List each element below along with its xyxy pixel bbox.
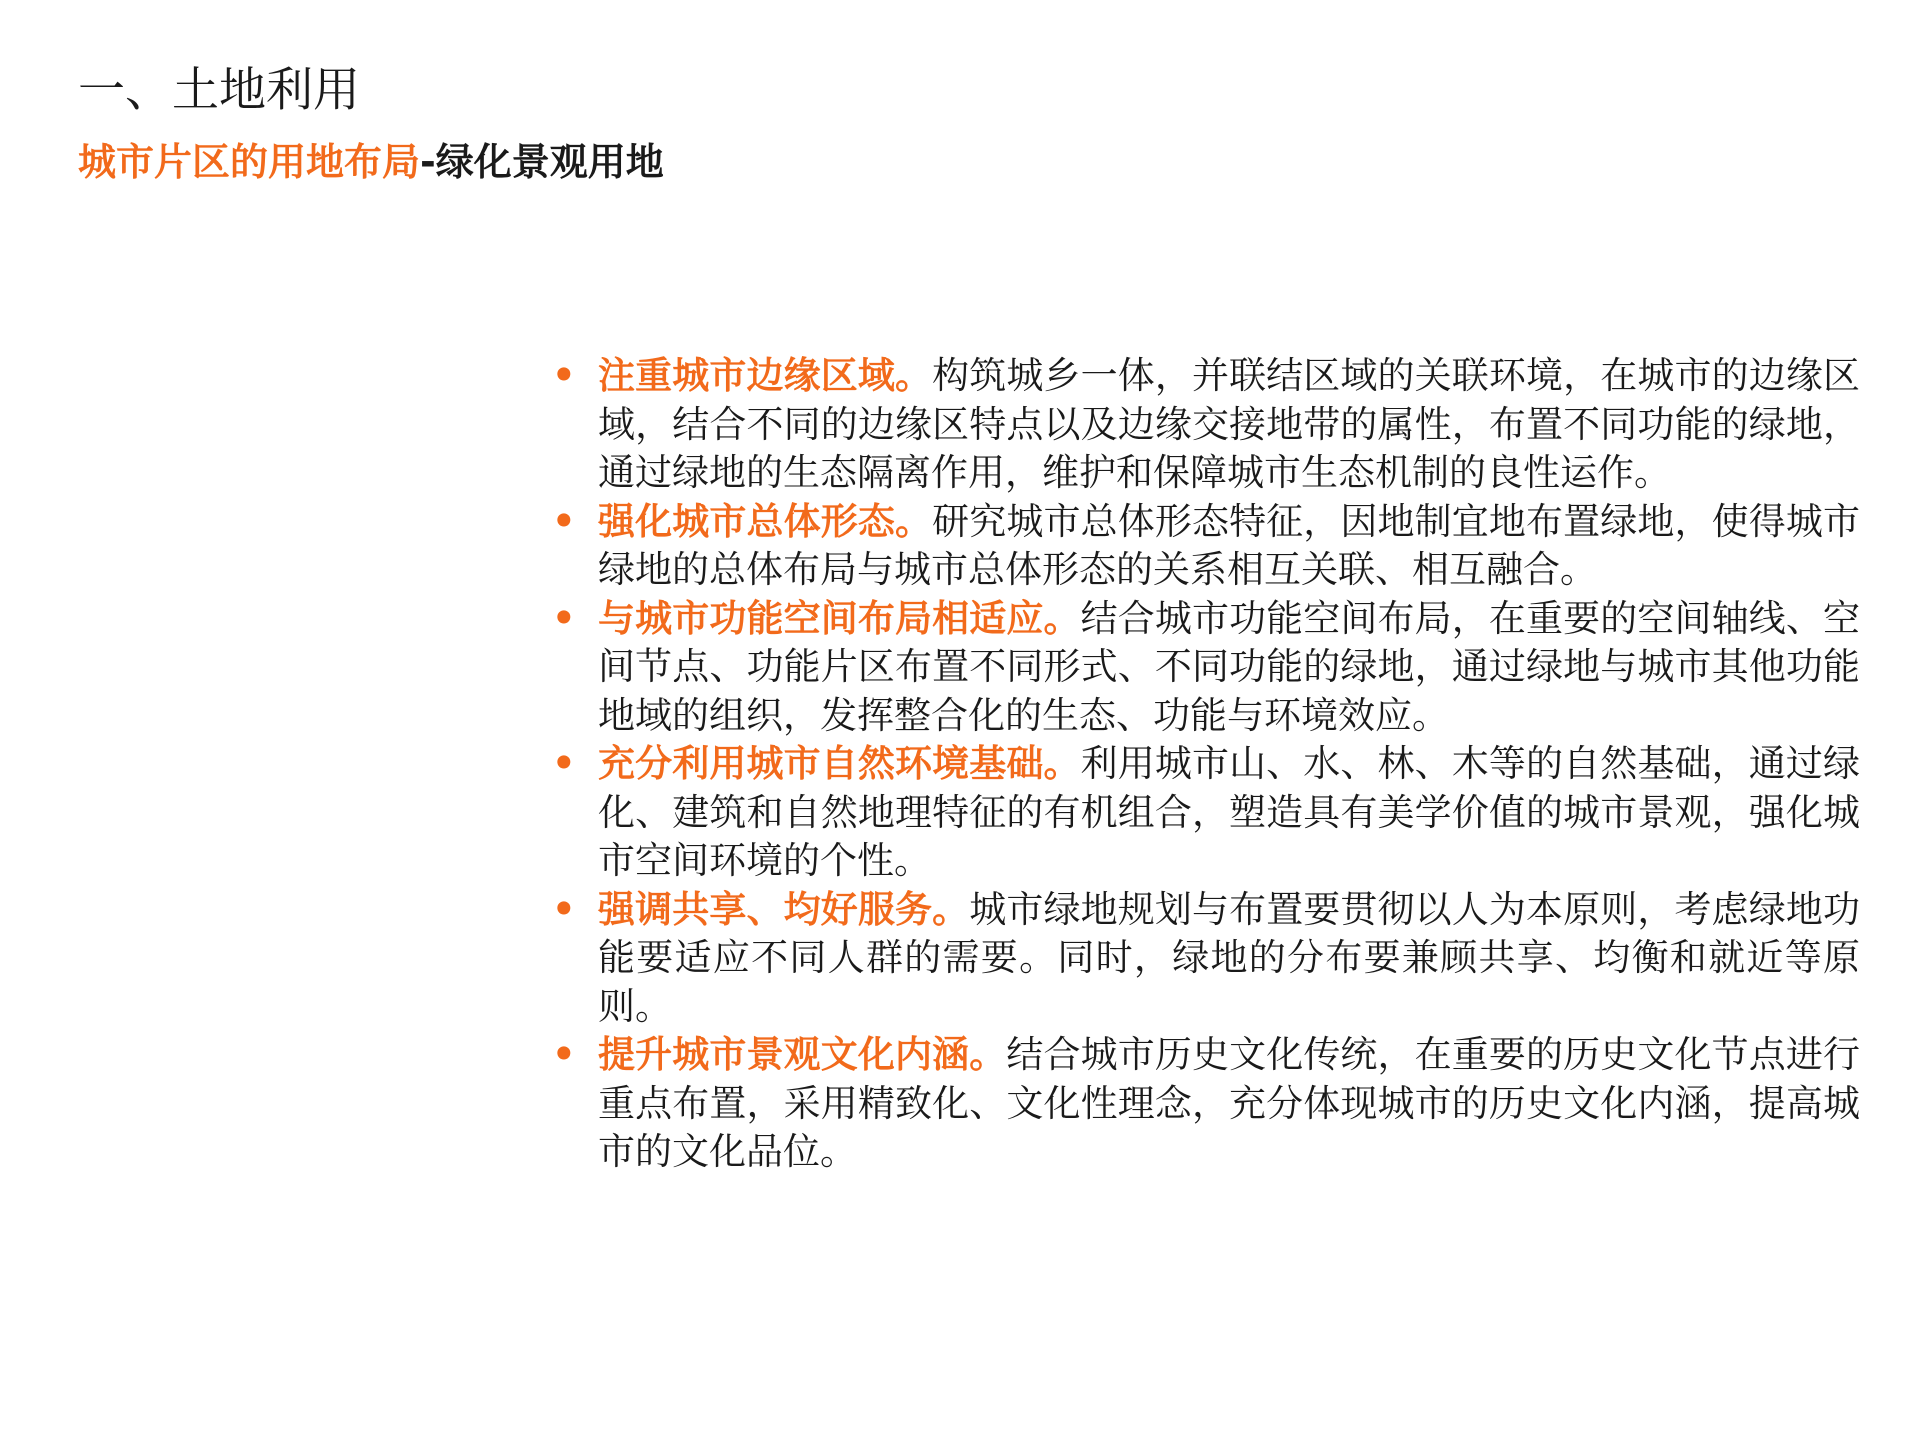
bullet-dot-icon: • <box>552 354 576 397</box>
item-lead: 充分利用城市自然环境基础。 <box>598 742 1081 785</box>
section-title: 一、土地利用 <box>78 63 360 118</box>
item-lead: 与城市功能空间布局相适应。 <box>598 596 1081 640</box>
item-lead: 强调共享、均好服务。 <box>598 887 970 931</box>
bullet-dot-icon: • <box>552 1033 576 1076</box>
item-text: 构筑城乡一体，并联结区域的关联环境，在城市的边缘区域，结合不同的边缘区特点以及边缘交接地带的属性，布置不同功能的绿地，通过绿地的生态隔离作用，维护和保障城市生态机制的良性运作。 <box>598 354 1861 494</box>
item-lead: 提升城市景观文化内涵。 <box>598 1033 1007 1076</box>
bullet-dot-icon: • <box>552 499 576 543</box>
subtitle-rest: 绿化景观用地 <box>435 140 664 184</box>
item-text: 利用城市山、水、林、木等的自然基础，通过绿化、建筑和自然地理特征的有机组合，塑造具有美学价值的城市景观，强化城市空间环境的个性。 <box>598 742 1861 882</box>
bullet-dot-icon: • <box>552 887 576 931</box>
list-item <box>550 498 1860 595</box>
item-text: 结合城市历史文化传统，在重要的历史文化节点进行重点布置，采用精致化、文化性理念，充分体现城市的历史文化内涵，提高城市的文化品位。 <box>598 1033 1861 1173</box>
list-item <box>550 886 1860 1032</box>
bullet-dot-icon: • <box>552 742 576 785</box>
item-text: 结合城市功能空间布局，在重要的空间轴线、空间节点、功能片区布置不同形式、不同功能的绿地，通过绿地与城市其他功能地域的组织，发挥整合化的生态、功能与环境效应。 <box>598 596 1861 737</box>
item-text: 城市绿地规划与布置要贯彻以人为本原则，考虑绿地功能要适应不同人群的需要。同时，绿地的分布要兼顾共享、均衡和就近等原则。 <box>598 887 1861 1028</box>
item-lead: 注重城市边缘区域。 <box>598 354 933 397</box>
item-lead: 强化城市总体形态。 <box>598 499 933 543</box>
subtitle <box>78 137 664 187</box>
item-text: 研究城市总体形态特征，因地制宜地布置绿地，使得城市绿地的总体布局与城市总体形态的关系相互关联、相互融合。 <box>598 499 1861 591</box>
list-item <box>550 595 1860 741</box>
list-item <box>550 352 1860 498</box>
list-item <box>550 1031 1860 1177</box>
subtitle-accent: 城市片区的用地布局 <box>78 140 421 184</box>
bullet-list <box>550 352 1860 1177</box>
content-area <box>550 352 1860 1177</box>
bullet-dot-icon: • <box>552 596 576 640</box>
list-item <box>550 740 1860 886</box>
subtitle-separator: - <box>420 140 436 184</box>
